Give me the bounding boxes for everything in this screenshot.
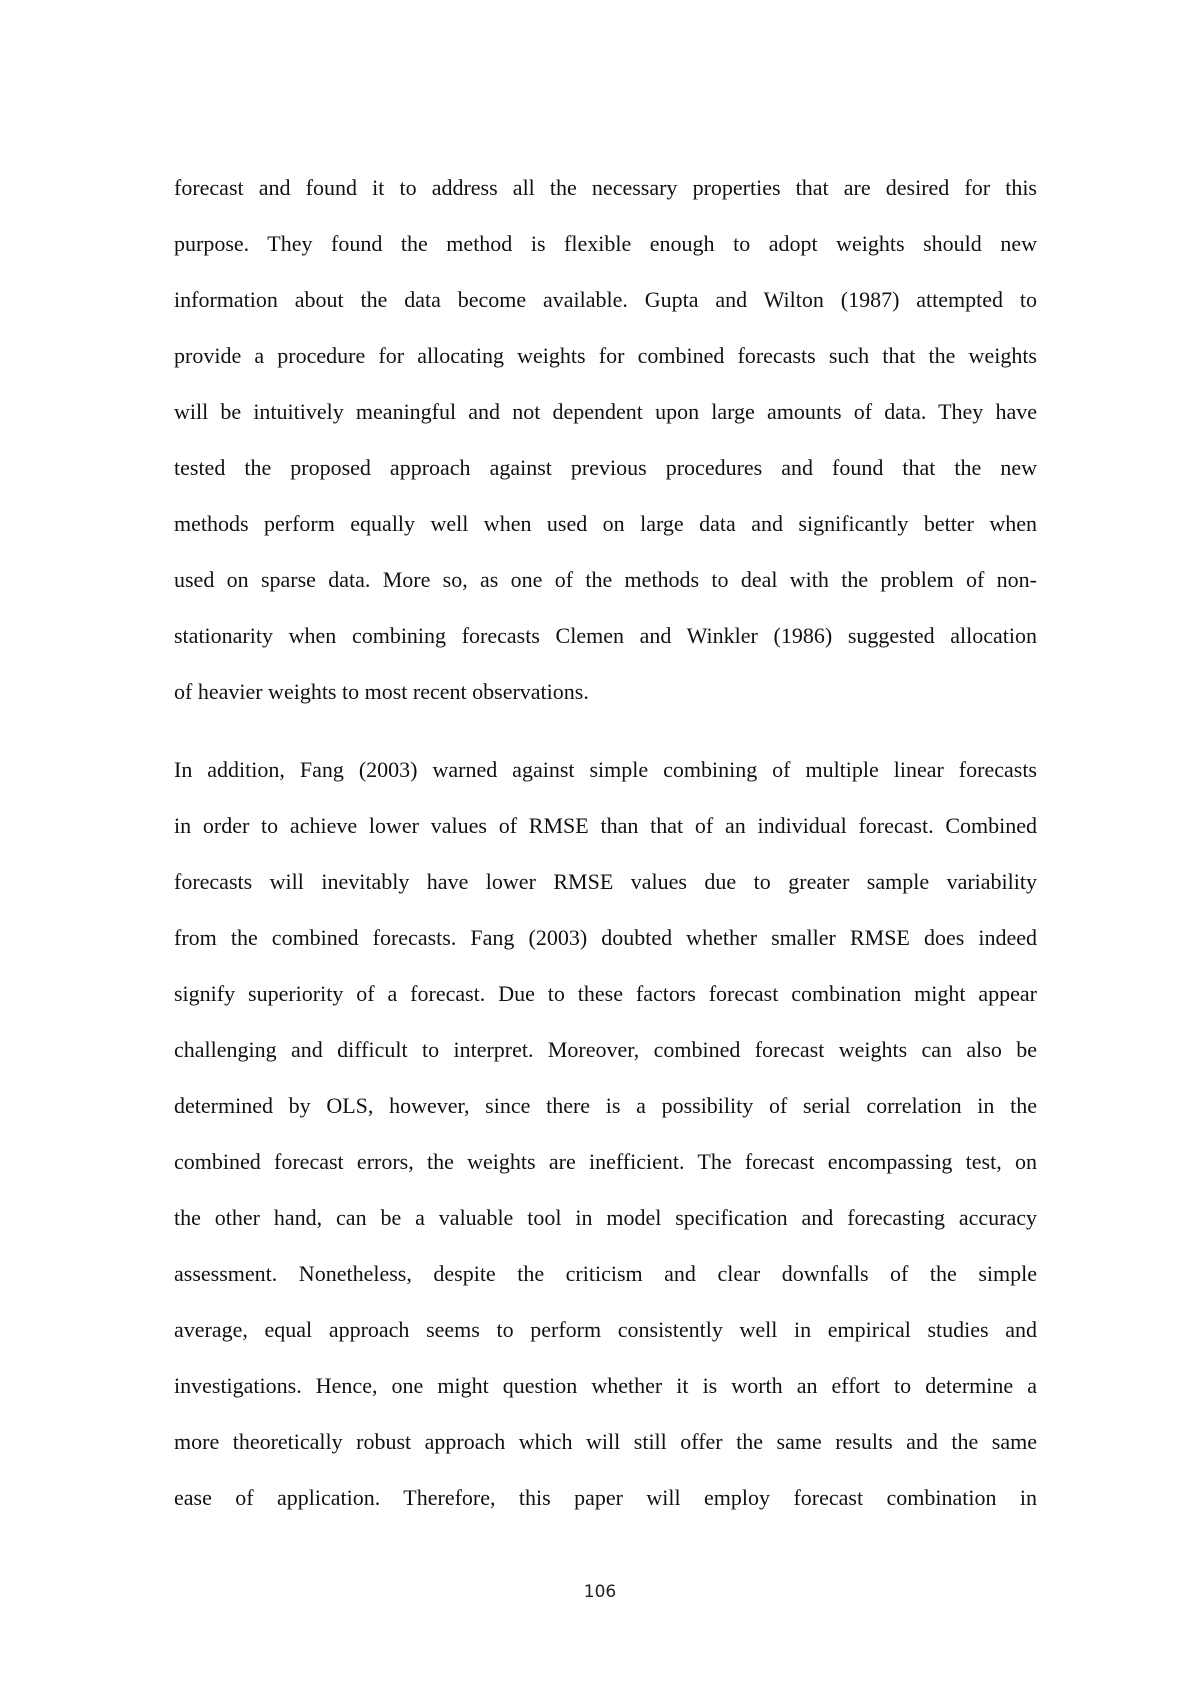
text-line: from the combined forecasts. Fang (2003) doubted whether smaller RMSE does indeed bbox=[174, 925, 1037, 950]
text-line: used on sparse data. More so, as one of the methods to deal with the problem of non- bbox=[174, 567, 1037, 592]
text-line: ease of application. Therefore, this paper will employ forecast combination in bbox=[174, 1485, 1037, 1510]
text-line: challenging and difficult to interpret. Moreover, combined forecast weights can also be bbox=[174, 1037, 1037, 1062]
text-line: assessment. Nonetheless, despite the criticism and clear downfalls of the simple bbox=[174, 1261, 1037, 1286]
paragraph-1 bbox=[174, 160, 1037, 720]
text-line: signify superiority of a forecast. Due to these factors forecast combination might appear bbox=[174, 981, 1037, 1006]
paragraph-2 bbox=[174, 742, 1037, 1526]
text-line: more theoretically robust approach which will still offer the same results and the same bbox=[174, 1429, 1037, 1454]
text-line: information about the data become available. Gupta and Wilton (1987) attempted to bbox=[174, 287, 1037, 312]
text-line: methods perform equally well when used on large data and significantly better when bbox=[174, 511, 1037, 536]
text-line: will be intuitively meaningful and not dependent upon large amounts of data. They have bbox=[174, 399, 1037, 424]
text-line: average, equal approach seems to perform consistently well in empirical studies and bbox=[174, 1317, 1037, 1342]
text-line: the other hand, can be a valuable tool in model specification and forecasting accuracy bbox=[174, 1205, 1037, 1230]
text-line: In addition, Fang (2003) warned against simple combining of multiple linear forecasts bbox=[174, 757, 1037, 782]
text-line: purpose. They found the method is flexible enough to adopt weights should new bbox=[174, 231, 1037, 256]
text-line: stationarity when combining forecasts Clemen and Winkler (1986) suggested allocation bbox=[174, 623, 1037, 648]
text-line: forecasts will inevitably have lower RMSE values due to greater sample variability bbox=[174, 869, 1037, 894]
text-line: forecast and found it to address all the necessary properties that are desired for this bbox=[174, 175, 1037, 200]
text-line: determined by OLS, however, since there is a possibility of serial correlation in the bbox=[174, 1093, 1037, 1118]
page-number: 106 bbox=[583, 1582, 617, 1602]
text-line: of heavier weights to most recent observations. bbox=[174, 679, 589, 704]
text-line: provide a procedure for allocating weights for combined forecasts such that the weights bbox=[174, 343, 1037, 368]
text-line: tested the proposed approach against previous procedures and found that the new bbox=[174, 455, 1037, 480]
text-line: combined forecast errors, the weights are inefficient. The forecast encompassing test, on bbox=[174, 1149, 1037, 1174]
text-line: investigations. Hence, one might question whether it is worth an effort to determine a bbox=[174, 1373, 1037, 1398]
text-line: in order to achieve lower values of RMSE than that of an individual forecast. Combined bbox=[174, 813, 1037, 838]
